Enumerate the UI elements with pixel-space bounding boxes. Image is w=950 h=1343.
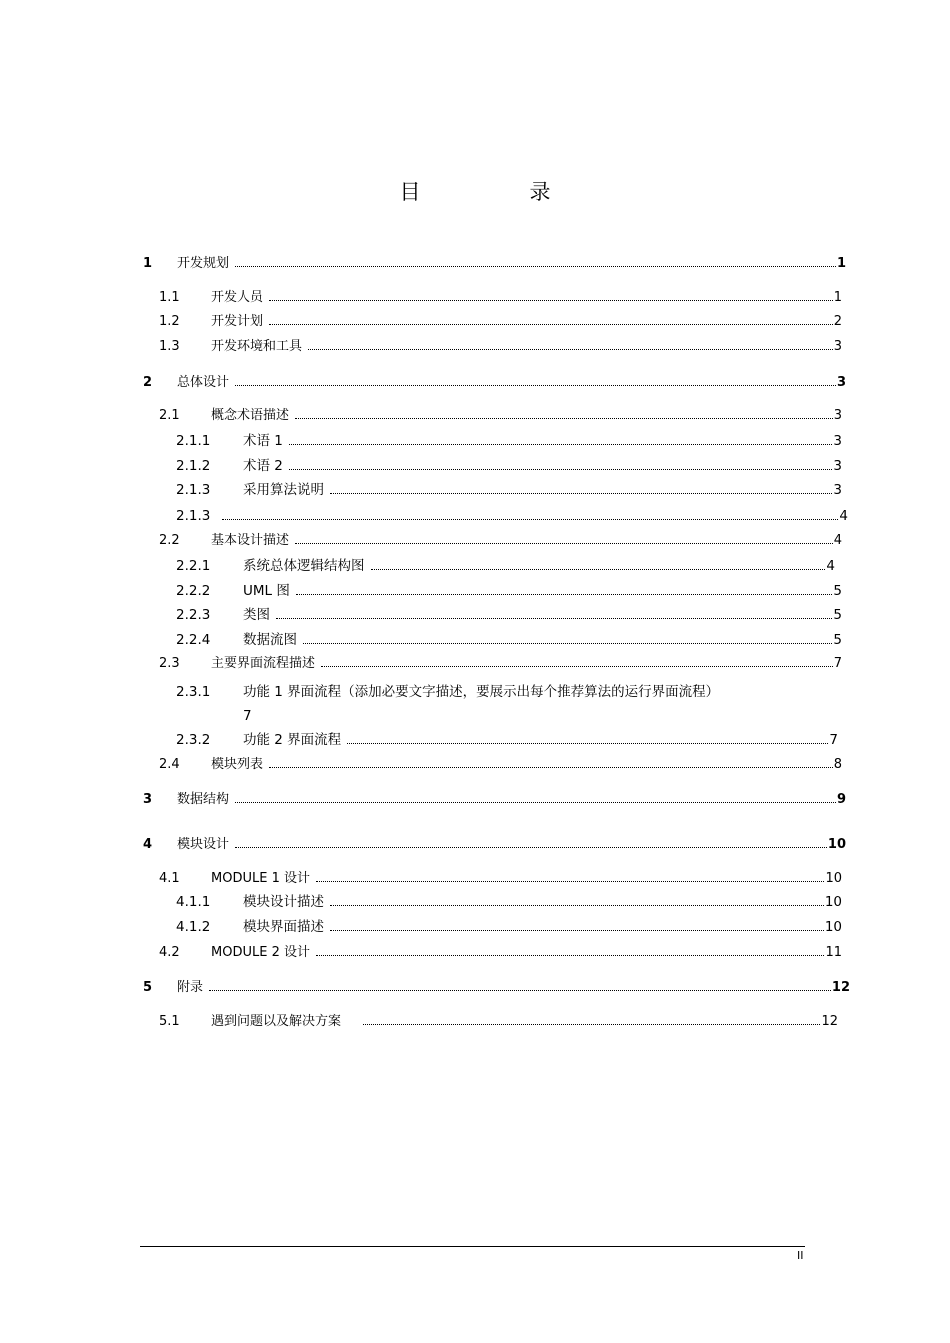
toc-entry[interactable]: [176, 582, 842, 600]
toc-entry-number: 5.1: [159, 1014, 180, 1029]
toc-entry-text: 系统总体逻辑结构图: [243, 558, 365, 574]
toc-entry[interactable]: [176, 731, 838, 749]
toc-entry[interactable]: [176, 680, 776, 700]
toc-leader-dots: [330, 482, 832, 494]
toc-entry-number: 4.1: [159, 871, 180, 886]
footer-page-number: II: [797, 1249, 804, 1262]
toc-entry-page: 3: [833, 482, 842, 498]
toc-entry[interactable]: [159, 338, 842, 356]
toc-entry-text: 开发环境和工具: [211, 339, 303, 354]
toc-entry-number: 4.2: [159, 945, 180, 960]
toc-entry-text: 遇到问题以及解决方案: [211, 1014, 342, 1029]
toc-leader-dots: [269, 313, 833, 325]
toc-leader-dots: [222, 508, 838, 520]
toc-entry-page: 7: [829, 732, 838, 748]
toc-entry-number: 2.2.3: [176, 607, 211, 623]
toc-entry-page: 9: [836, 792, 846, 807]
toc-entry-text: 数据流图: [243, 632, 297, 648]
toc-entry-page: 5: [833, 632, 842, 648]
toc-leader-dots: [235, 374, 836, 386]
toc-entry[interactable]: [143, 255, 846, 273]
toc-entry-number: 1: [143, 256, 153, 271]
toc-entry-number: 4.1.2: [176, 919, 211, 935]
toc-entry-number: 1.1: [159, 290, 180, 305]
toc-entry-number: 2.3: [159, 656, 180, 671]
toc-entry[interactable]: [176, 507, 848, 525]
toc-leader-dots: [303, 632, 832, 644]
toc-entry[interactable]: [159, 1013, 838, 1031]
toc-entry[interactable]: [176, 606, 842, 624]
toc-entry-number: 2: [143, 375, 153, 390]
toc-entry-page: 4: [839, 508, 848, 524]
toc-entry[interactable]: [159, 532, 842, 550]
toc-entry-text: 类图: [243, 607, 270, 623]
toc-entry-number: 2.3.2: [176, 732, 211, 748]
toc-entry-page: 3: [833, 339, 842, 354]
toc-entry-number: 2.1.3: [176, 508, 211, 524]
toc-leader-dots: [363, 1013, 820, 1025]
toc-entry[interactable]: [143, 791, 846, 809]
toc-entry-text: 模块设计描述: [243, 894, 324, 910]
toc-entry-number: 2.1.1: [176, 433, 211, 449]
toc-entry[interactable]: [143, 979, 850, 997]
toc-entry-page: 10: [824, 919, 842, 935]
toc-entry[interactable]: [176, 457, 842, 475]
toc-leader-dots: [276, 607, 832, 619]
toc-entry-number: 1.3: [159, 339, 180, 354]
toc-entry-text: MODULE 1 设计: [211, 871, 310, 886]
toc-entry-text: 附录: [177, 980, 204, 995]
toc-entry-page: 1: [833, 290, 842, 305]
toc-entry-page: 5: [833, 583, 842, 599]
toc-entry-page: 3: [833, 433, 842, 449]
toc-entry-text: 概念术语描述: [211, 408, 290, 423]
toc-entry[interactable]: [159, 289, 842, 307]
toc-entry-page: 7: [833, 656, 842, 671]
toc-entry-text: MODULE 2 设计: [211, 945, 310, 960]
toc-entry[interactable]: [176, 893, 842, 911]
toc-entry[interactable]: [159, 407, 842, 425]
toc-entry-number: 5: [143, 980, 153, 995]
toc-entry-text: 功能 2 界面流程: [243, 732, 342, 748]
toc-entry[interactable]: [176, 481, 842, 499]
toc-entry-text: 术语 1: [243, 433, 283, 449]
toc-entry-page: 3: [833, 458, 842, 474]
toc-entry-text: 术语 2: [243, 458, 283, 474]
toc-leader-dots: [347, 732, 828, 744]
toc-entry-number: 4: [143, 837, 153, 852]
toc-leader-dots: [289, 458, 833, 470]
toc-entry-text: 功能 1 界面流程（添加必要文字描述，要展示出每个推荐算法的运行界面流程）: [243, 684, 720, 700]
toc-leader-dots: [295, 532, 833, 544]
toc-entry-page: 7: [243, 708, 252, 724]
toc-entry-number: 2.1.3: [176, 482, 211, 498]
toc-entry-page: 12: [821, 1014, 838, 1029]
toc-entry-page: 8: [833, 757, 842, 772]
toc-entry-number: 4.1.1: [176, 894, 211, 910]
toc-entry[interactable]: [143, 374, 846, 392]
toc-entry-page: 5: [833, 607, 842, 623]
toc-entry-page: 3: [836, 375, 846, 390]
toc-entry-page: 10: [825, 871, 842, 886]
toc-entry-page: 4: [833, 533, 842, 548]
footer-rule: [140, 1246, 805, 1247]
toc-entry[interactable]: [159, 756, 842, 774]
toc-entry-number: 2.4: [159, 757, 180, 772]
toc-entry-text: 主要界面流程描述: [211, 656, 316, 671]
toc-entry-number: 2.2.2: [176, 583, 211, 599]
toc-entry-page: 12: [831, 980, 850, 995]
toc-entry-text: 数据结构: [177, 792, 230, 807]
toc-entry[interactable]: [143, 836, 846, 854]
toc-leader-dots: [269, 756, 833, 768]
toc-leader-dots: [235, 836, 827, 848]
toc-entry-page: 11: [825, 945, 842, 960]
toc-leader-dots: [308, 338, 833, 350]
toc-entry-page: 10: [824, 894, 842, 910]
toc-entry-text: 开发人员: [211, 290, 264, 305]
toc-leader-dots: [371, 558, 826, 570]
toc-entry-text: 模块设计: [177, 837, 230, 852]
toc-entry-number: 2.2: [159, 533, 180, 548]
toc-entry[interactable]: [159, 870, 842, 888]
toc-leader-dots: [235, 791, 836, 803]
toc-leader-dots: [209, 979, 831, 991]
toc-entry-number: 3: [143, 792, 153, 807]
toc-entry-page: 2: [833, 314, 842, 329]
toc-entry-text: 采用算法说明: [243, 482, 324, 498]
toc-entry-text: 总体设计: [177, 375, 230, 390]
toc-entry-text: 模块界面描述: [243, 919, 324, 935]
toc-leader-dots: [296, 583, 833, 595]
toc-entry-page: 3: [833, 408, 842, 423]
toc-entry-number: 2.2.4: [176, 632, 211, 648]
toc-entry[interactable]: [176, 631, 842, 649]
toc-entry-number: 1.2: [159, 314, 180, 329]
toc-entry[interactable]: [159, 944, 842, 962]
toc-entry-text: 开发规划: [177, 256, 230, 271]
toc-entry[interactable]: [159, 655, 842, 673]
toc-entry-number: 2.3.1: [176, 684, 211, 700]
toc-entry[interactable]: [176, 557, 835, 575]
toc-leader-dots: [330, 894, 824, 906]
toc-entry-text: UML 图: [243, 583, 290, 599]
toc-entry-text: 模块列表: [211, 757, 264, 772]
toc-entry[interactable]: [176, 918, 842, 936]
toc-entry[interactable]: [176, 432, 842, 450]
toc-entry-page: 1: [836, 256, 846, 271]
toc-entry-text: 开发计划: [211, 314, 264, 329]
toc-leader-dots: [269, 289, 833, 301]
toc-title: 目 录: [399, 180, 595, 204]
toc-entry-text: 基本设计描述: [211, 533, 290, 548]
toc-leader-dots: [321, 655, 833, 667]
toc-leader-dots: [295, 407, 833, 419]
toc-entry-number: 2.1: [159, 408, 180, 423]
toc-leader-dots: [316, 870, 824, 882]
toc-leader-dots: [235, 255, 836, 267]
toc-leader-dots: [316, 944, 824, 956]
toc-entry[interactable]: [159, 313, 842, 331]
toc-entry-number: 2.2.1: [176, 558, 211, 574]
toc-entry-number: 2.1.2: [176, 458, 211, 474]
toc-leader-dots: [289, 433, 833, 445]
toc-entry-page: 4: [826, 558, 835, 574]
toc-leader-dots: [330, 919, 824, 931]
toc-entry-page: 10: [827, 837, 846, 852]
